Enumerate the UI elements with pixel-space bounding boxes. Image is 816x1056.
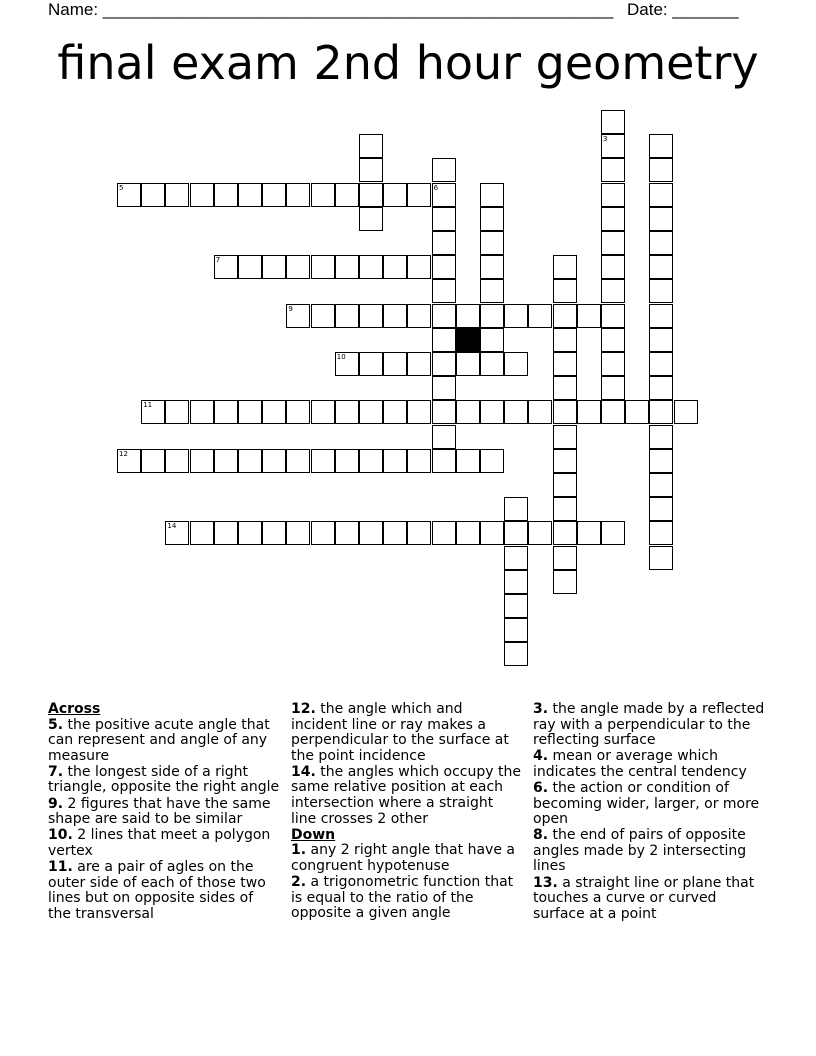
clue-down-2: 2. a trigonometric function that is equal to the ratio of the opposite a given angle <box>291 874 514 922</box>
crossword-cell[interactable] <box>214 521 238 545</box>
crossword-cell[interactable] <box>311 449 335 473</box>
crossword-cell[interactable] <box>214 400 238 424</box>
crossword-cell[interactable] <box>335 521 359 545</box>
crossword-cell[interactable] <box>359 400 383 424</box>
crossword-cell[interactable] <box>262 183 286 207</box>
crossword-cell[interactable] <box>286 521 310 545</box>
crossword-cell[interactable] <box>456 449 480 473</box>
crossword-cell[interactable] <box>601 134 625 158</box>
crossword-cell[interactable] <box>383 521 407 545</box>
crossword-cell[interactable] <box>504 521 528 545</box>
crossword-cell[interactable] <box>432 425 456 449</box>
crossword-cell[interactable] <box>311 183 335 207</box>
crossword-cell[interactable] <box>335 400 359 424</box>
crossword-cell[interactable] <box>383 449 407 473</box>
crossword-cell[interactable] <box>601 521 625 545</box>
crossword-cell[interactable] <box>407 183 431 207</box>
clue-across-9: 9. 2 figures that have the same shape are said to be similar <box>48 795 271 828</box>
crossword-cell[interactable] <box>649 255 673 279</box>
crossword-cell[interactable] <box>432 207 456 231</box>
crossword-cell[interactable] <box>432 231 456 255</box>
crossword-cell[interactable] <box>311 400 335 424</box>
crossword-cell[interactable] <box>432 158 456 182</box>
crossword-cell[interactable] <box>238 521 262 545</box>
crossword-cell[interactable] <box>601 183 625 207</box>
crossword-cell[interactable] <box>649 473 673 497</box>
clue-down-8: 8. the end of pairs of opposite angles made by 2 intersecting lines <box>533 827 747 875</box>
crossword-cell[interactable] <box>601 400 625 424</box>
clue-number: 5 <box>119 183 124 192</box>
crossword-cell[interactable] <box>553 449 577 473</box>
crossword-cell[interactable] <box>214 183 238 207</box>
crossword-cell[interactable] <box>432 521 456 545</box>
crossword-cell[interactable] <box>311 521 335 545</box>
crossword-cell[interactable] <box>432 449 456 473</box>
crossword-cell[interactable] <box>480 328 504 352</box>
crossword-cell[interactable] <box>504 642 528 666</box>
crossword-cell[interactable] <box>601 158 625 182</box>
clue-down-4: 4. mean or average which indicates the central tendency <box>533 748 747 780</box>
crossword-cell[interactable] <box>553 546 577 570</box>
crossword-cell[interactable] <box>553 328 577 352</box>
crossword-cell[interactable] <box>553 352 577 376</box>
crossword-cell[interactable] <box>141 400 165 424</box>
crossword-cell[interactable] <box>528 400 552 424</box>
crossword-cell[interactable] <box>601 110 625 134</box>
crossword-cell[interactable] <box>432 376 456 400</box>
crossword-cell[interactable] <box>262 400 286 424</box>
crossword-cell[interactable] <box>480 231 504 255</box>
crossword-cell[interactable] <box>553 497 577 521</box>
clue-down-6: 6. the action or condition of becoming wider, larger, or more open <box>533 779 760 828</box>
crossword-cell[interactable] <box>601 328 625 352</box>
crossword-cell[interactable] <box>601 207 625 231</box>
crossword-cell[interactable] <box>504 546 528 570</box>
crossword-cell[interactable] <box>649 546 673 570</box>
crossword-cell[interactable] <box>649 425 673 449</box>
clue-across-12: 12. the angle which and incident line or ray makes a perpendicular to the surface at the point incidence <box>291 701 509 764</box>
crossword-cell[interactable] <box>359 207 383 231</box>
crossword-cell[interactable] <box>480 279 504 303</box>
crossword-cell[interactable] <box>383 304 407 328</box>
name-field[interactable]: Name: ______________________________________________________ <box>48 0 614 19</box>
crossword-cell[interactable] <box>432 400 456 424</box>
crossword-cell[interactable] <box>190 183 214 207</box>
crossword-cell[interactable] <box>504 400 528 424</box>
clue-number: 12 <box>119 449 128 458</box>
crossword-cell[interactable] <box>262 521 286 545</box>
crossword-cell[interactable] <box>553 425 577 449</box>
crossword-cell[interactable] <box>383 400 407 424</box>
crossword-cell[interactable] <box>214 255 238 279</box>
crossword-cell[interactable] <box>456 352 480 376</box>
crossword-cell[interactable] <box>649 158 673 182</box>
crossword-cell[interactable] <box>601 255 625 279</box>
crossword-cell[interactable] <box>238 400 262 424</box>
crossword-cell[interactable] <box>480 207 504 231</box>
clue-down-1: 1. any 2 right angle that have a congruent hypotenuse <box>291 842 515 874</box>
clue-across-10: 10. 2 lines that meet a polygon vertex <box>48 827 271 859</box>
crossword-cell[interactable] <box>504 352 528 376</box>
crossword-cell[interactable] <box>359 158 383 182</box>
clue-number: 14 <box>167 522 177 531</box>
crossword-cell[interactable] <box>480 521 504 545</box>
crossword-cell[interactable] <box>432 352 456 376</box>
crossword-cell[interactable] <box>432 255 456 279</box>
black-square <box>456 328 480 352</box>
crossword-cell[interactable] <box>432 279 456 303</box>
crossword-cell[interactable] <box>165 183 189 207</box>
crossword-cell[interactable] <box>553 473 577 497</box>
crossword-cell[interactable] <box>649 449 673 473</box>
crossword-cell[interactable] <box>553 400 577 424</box>
page-title: final exam 2nd hour geometry <box>57 36 759 90</box>
crossword-cell[interactable] <box>190 449 214 473</box>
clue-number: 10 <box>336 353 346 361</box>
clue-number: 9 <box>288 304 293 313</box>
crossword-cell[interactable] <box>553 570 577 594</box>
clue-down-13: 13. a straight line or plane that touches a curve or curved surface at a point <box>533 874 755 922</box>
crossword-cell[interactable] <box>286 449 310 473</box>
crossword-cell[interactable] <box>359 521 383 545</box>
crossword-cell[interactable] <box>674 400 698 424</box>
crossword-cell[interactable] <box>456 400 480 424</box>
crossword-cell[interactable] <box>262 449 286 473</box>
crossword-cell[interactable] <box>141 183 165 207</box>
clue-across-11: 11. are a pair of agles on the outer side of each of those two lines but on opposite sides of the transversal <box>48 858 266 922</box>
crossword-cell[interactable] <box>649 328 673 352</box>
crossword-cell[interactable] <box>649 231 673 255</box>
crossword-cell[interactable] <box>553 376 577 400</box>
crossword-cell[interactable] <box>480 304 504 328</box>
crossword-cell[interactable] <box>286 304 310 328</box>
crossword-cell[interactable] <box>359 183 383 207</box>
clue-number: 11 <box>143 401 153 410</box>
crossword-cell[interactable] <box>504 570 528 594</box>
crossword-cell[interactable] <box>553 279 577 303</box>
crossword-cell[interactable] <box>553 255 577 279</box>
crossword-cell[interactable] <box>238 449 262 473</box>
crossword-cell[interactable] <box>553 304 577 328</box>
crossword-cell[interactable] <box>190 400 214 424</box>
crossword-cell[interactable] <box>311 304 335 328</box>
crossword-cell[interactable] <box>480 255 504 279</box>
crossword-cell[interactable] <box>480 352 504 376</box>
crossword-cell[interactable] <box>117 449 141 473</box>
crossword-cell[interactable] <box>238 183 262 207</box>
crossword-cell[interactable] <box>141 449 165 473</box>
clue-down-3: 3. the angle made by a reflected ray with a perpendicular to the reflecting surface <box>533 701 765 749</box>
crossword-cell[interactable] <box>480 183 504 207</box>
crossword-cell[interactable] <box>407 255 431 279</box>
crossword-cell[interactable] <box>214 449 238 473</box>
crossword-cell[interactable] <box>649 400 673 424</box>
crossword-cell[interactable] <box>601 304 625 328</box>
clues-column-3 <box>533 702 768 923</box>
clues-column-2 <box>291 702 521 922</box>
crossword-cell[interactable] <box>359 134 383 158</box>
crossword-cell[interactable] <box>383 352 407 376</box>
crossword-cell[interactable] <box>407 449 431 473</box>
crossword-cell[interactable] <box>311 255 335 279</box>
crossword-cell[interactable] <box>335 449 359 473</box>
crossword-cell[interactable] <box>649 304 673 328</box>
crossword-cell[interactable] <box>407 304 431 328</box>
crossword-cell[interactable] <box>504 594 528 618</box>
crossword-cell[interactable] <box>528 521 552 545</box>
crossword-cell[interactable] <box>335 304 359 328</box>
crossword-cell[interactable] <box>577 521 601 545</box>
crossword-cell[interactable] <box>407 400 431 424</box>
crossword-cell[interactable] <box>262 255 286 279</box>
crossword-cell[interactable] <box>117 183 141 207</box>
crossword-cell[interactable] <box>553 521 577 545</box>
crossword-cell[interactable] <box>601 279 625 303</box>
crossword-cell[interactable] <box>649 521 673 545</box>
crossword-cell[interactable] <box>577 304 601 328</box>
crossword-cell[interactable] <box>601 231 625 255</box>
crossword-cell[interactable] <box>601 376 625 400</box>
crossword-cell[interactable] <box>649 279 673 303</box>
clue-number: 6 <box>433 183 439 192</box>
crossword-cell[interactable] <box>480 449 504 473</box>
clue-across-5: 5. the positive acute angle that can represent and angle of any measure <box>48 716 270 764</box>
crossword-cell[interactable] <box>649 134 673 158</box>
clue-number: 7 <box>215 256 221 265</box>
crossword-cell[interactable] <box>432 183 456 207</box>
clues-column-1 <box>48 702 280 923</box>
date-field[interactable]: Date: _______ <box>627 0 739 19</box>
down-heading: Down <box>291 826 336 843</box>
crossword-cell[interactable] <box>649 497 673 521</box>
crossword-cell[interactable] <box>286 255 310 279</box>
crossword-cell[interactable] <box>577 400 601 424</box>
crossword-cell[interactable] <box>504 618 528 642</box>
crossword-cell[interactable] <box>504 304 528 328</box>
crossword-cell[interactable] <box>359 255 383 279</box>
crossword-cell[interactable] <box>165 521 189 545</box>
crossword-cell[interactable] <box>165 400 189 424</box>
crossword-cell[interactable] <box>359 449 383 473</box>
crossword-cell[interactable] <box>286 400 310 424</box>
crossword-cell[interactable] <box>335 352 359 376</box>
crossword-cell[interactable] <box>359 304 383 328</box>
crossword-cell[interactable] <box>383 255 407 279</box>
crossword-cell[interactable] <box>335 255 359 279</box>
clue-across-7: 7. the longest side of a right triangle, opposite the right angle <box>48 763 280 796</box>
crossword-cell[interactable] <box>649 376 673 400</box>
crossword-cell[interactable] <box>407 521 431 545</box>
crossword-cell[interactable] <box>649 207 673 231</box>
crossword-cell[interactable] <box>528 304 552 328</box>
crossword-cell[interactable] <box>407 352 431 376</box>
crossword-cell[interactable] <box>286 183 310 207</box>
crossword-cell[interactable] <box>601 352 625 376</box>
crossword-cell[interactable] <box>649 183 673 207</box>
crossword-cell[interactable] <box>383 183 407 207</box>
crossword-cell[interactable] <box>432 304 456 328</box>
clue-number: 3 <box>603 135 608 144</box>
crossword-cell[interactable] <box>359 352 383 376</box>
crossword-cell[interactable] <box>190 521 214 545</box>
crossword-cell[interactable] <box>625 400 649 424</box>
crossword-cell[interactable] <box>165 449 189 473</box>
crossword-cell[interactable] <box>238 255 262 279</box>
crossword-cell[interactable] <box>649 352 673 376</box>
across-heading: Across <box>48 701 101 717</box>
crossword-cell[interactable] <box>504 497 528 521</box>
crossword-cell[interactable] <box>335 183 359 207</box>
crossword-cell[interactable] <box>456 304 480 328</box>
crossword-cell[interactable] <box>480 400 504 424</box>
clue-across-14: 14. the angles which occupy the same relative position at each intersection where a straight line crosses 2 other <box>291 763 521 827</box>
crossword-cell[interactable] <box>456 521 480 545</box>
crossword-cell[interactable] <box>432 328 456 352</box>
